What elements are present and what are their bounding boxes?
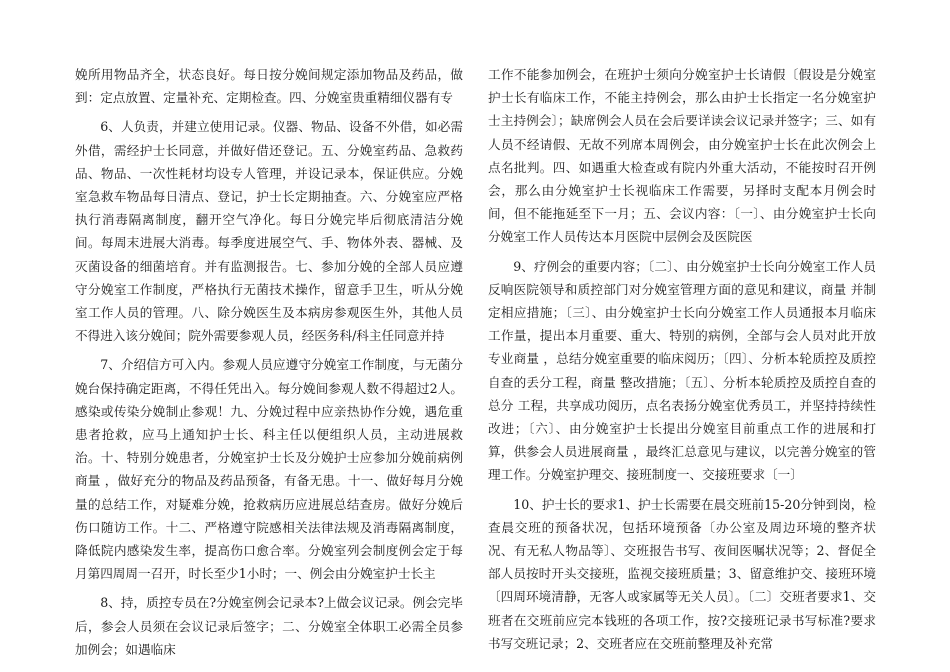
left-column	[75, 63, 463, 661]
paragraph: 10、护士长的要求1、护士长需要在晨交班前15-20分钟到岗，检查晨交班的预备状况，包括环境预备〔办公室及周边环境的整齐状况、有无私人物品等〕、交班报告书写、夜间医嘱状况等；2、督促全部人员按时开头交接班，监视交接班质量；3、留意维护交、接班环境〔四周环境清静，无客人或家属等无关人员〕。〔二〕交班者要求1、交班者在交班前应完本钱班的各项工作，按?交接班记录书写标准?要求书写交班记录；2、交班者应在交班前整理及补充常	[488, 496, 876, 651]
paragraph: 6、人负责，并建立使用记录。仪器、物品、设备不外借，如必需外借，需经护士长同意，并做好借还登记。五、分娩室药品、急救药品、物品、一次性耗材均设专人管理，并设记录本，保证供应。分娩室急救车物品每日清点、登记，护士长定期抽查。六、分娩室应严格执行消毒隔离制度，翻开空气净化。每日分娩完毕后彻底清洁分娩间。每周末进展大消毒。每季度进展空气、手、物体外表、器械、及灭菌设备的细菌培育。并有监测报告。七、参加分娩的全部人员应遵守分娩室工作制度，严格执行无菌技术操作，留意手卫生，听从分娩室工作人员的管理。八、除分娩医生及本病房参观医生外，其他人员不得进入该分娩间；院外需要参观人员，经医务科/科主任同意并持	[75, 119, 463, 344]
paragraph: 工作不能参加例会，在班护士须向分娩室护士长请假〔假设是分娩室护士长有临床工作，不能主持例会，那么由护士长指定一名分娩室护士主持例会〕；缺席例会人员在会后要详读会议记录并签字；三、如有人员不经请假、无故不列席本周例会，由分娩室护士长在此次例会上点名批判。四、如遇重大检查或有院内外重大活动，不能按时召开例会，那么由分娩室护士长视临床工作需要，另择时支配本月例会时间，但不能拖延至下一月；五、会议内容：〔一〕、由分娩室护士长向分娩室工作人员传达本月医院中层例会及医院医	[488, 67, 876, 245]
paragraph: 7、介绍信方可入内。参观人员应遵守分娩室工作制度，与无菌分娩台保持确定距离，不得任凭出入。每分娩间参观人数不得超过2人。感染或传染分娩制止参观！九、分娩过程中应亲热协作分娩，遇危重患者抢救，应马上通知护士长、科主任以便组织人员，主动进展救治。十、特别分娩患者，分娩室护士长及分娩护士应参加分娩前病例商量 ，做好充分的物品及药品预备，有备无患。十一、做好每月分娩量的总结工作，对疑难分娩，抢救病历应进展总结查房。做好分娩后伤口随访工作。十二、严格遵守院感相关法律法规及消毒隔离制度，降低院内感染发生率，提高伤口愈合率。分娩室列会制度例会定于每月第四周周一召开，时长至少1小时；一、例会由分娩室护士长主	[75, 357, 463, 582]
paragraph: 娩所用物品齐全，状态良好。每日按分娩间规定添加物品及药品，做到：定点放置、定量补充、定期检查。四、分娩室贵重精细仪器有专	[75, 67, 463, 106]
right-column	[488, 63, 876, 655]
paragraph: 9、疗例会的重要内容；〔二〕、由分娩室护士长向分娩室工作人员反响医院领导和质控部门对分娩室管理方面的意见和建议，商量 并制定相应措施；〔三〕、由分娩室护士长向分娩室工作人员通报本月临床工作量，提出本月重要、重大、特别的病例，全部与会人员对此开放专业商量 ，总结分娩室重要的临床阅历；〔四〕、分析本轮质控及质控自查的丢分工程，商量 整改措施；〔五〕、分析本轮质控及质控自查的总分 工程，共享成功阅历，点名表扬分娩室优秀员工，并坚持持续性改进；〔六〕、由分娩室护士长提出分娩室目前重点工作的进展和打算，供参会人员进展商量 ，最终汇总意见与建议，以完善分娩室的管理工作。分娩室护理交、接班制度一、交接班要求〔一〕	[488, 258, 876, 483]
paragraph: 8、持，质控专员在?分娩室例会记录本?上做会议记录。例会完毕后，参会人员须在会议记录后签字；二、分娩室全体职工必需全员参加例会；如遇临床	[75, 595, 463, 657]
